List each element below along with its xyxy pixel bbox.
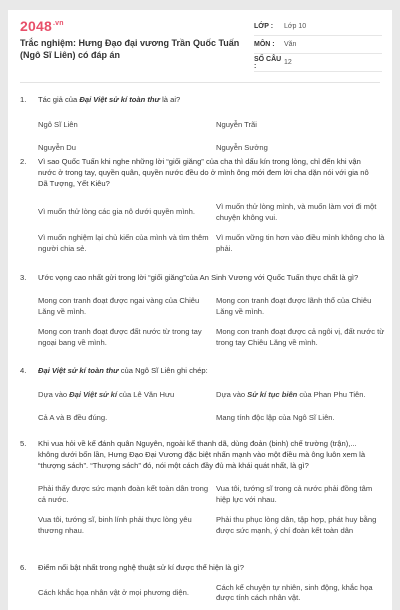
question-head — [20, 94, 376, 105]
option-text: Dựa vào — [38, 390, 68, 400]
question-4 — [20, 365, 376, 430]
options-grid — [38, 384, 376, 430]
meta-key: LỚP : — [254, 23, 274, 30]
document-page — [8, 10, 392, 610]
meta-row-class — [254, 18, 382, 36]
option-text: của Lê Văn Hưu — [118, 390, 175, 400]
question-text: Khi vua hỏi về kế đánh quân Nguyên, ngoài kế thanh dã, dùng đoản (binh) chế trường (trận),... không dưới bốn lần, Hưng Đạo Đại Vương đặc biệt nhấn mạnh vào một điều mà ông luôn xem là “thượng sách”. “Thượng sách” đó, nói một cách đầy đủ mà khái quát nhất, là gì? — [38, 439, 366, 470]
meta-table — [254, 18, 382, 72]
header-divider — [20, 82, 380, 83]
question-text: Vì sao Quốc Tuấn khi nghe những lời “giối giăng” của cha thì dấu kín trong lòng, chỉ đến khi vận nước ở trong tay, quyền quân, quyền nước đều do ở mình ông mới đem lời cha dặn nói với gia nô Dã Tượng, Yết Kiêu? — [38, 157, 369, 188]
question-3 — [20, 272, 385, 353]
question-head — [20, 562, 376, 573]
option-text: của Phan Phu Tiên. — [299, 390, 366, 400]
meta-value: Lớp 10 — [284, 23, 307, 30]
meta-value: 12 — [284, 59, 292, 66]
question-head — [20, 438, 376, 471]
logo-suffix: .vn — [52, 20, 64, 28]
question-5 — [20, 438, 376, 541]
option-c[interactable] — [38, 407, 210, 430]
option-d[interactable]: Vì muốn vững tin hơn vào điều mình không cho là phải. — [216, 233, 385, 253]
question-number: 1. — [20, 95, 27, 104]
question-text-em: Đại Việt sử kí toàn thư — [38, 366, 119, 375]
option-text: Mang tính độc lập của Ngô Sĩ Liên. — [216, 413, 335, 423]
question-text: Điểm nổi bật nhất trong nghệ thuật sử kí được thể hiện là gì? — [38, 563, 244, 572]
option-text: Cả A và B đều đúng. — [38, 413, 108, 423]
option-text-em: Sử kí tục biên — [247, 390, 298, 400]
question-number: 2. — [20, 157, 27, 166]
option-a[interactable]: Mong con tranh đoạt được ngai vàng của Chiêu Lăng về mình. — [38, 296, 200, 316]
question-text-post: là ai? — [159, 95, 181, 104]
question-text-post: của Ngô Sĩ Liên ghi chép: — [118, 366, 208, 375]
option-a[interactable]: Cách khắc họa nhân vật ở mọi phương diện. — [38, 587, 189, 597]
question-6 — [20, 562, 376, 605]
option-a[interactable]: Ngô Sĩ Liên — [38, 120, 78, 130]
options-grid — [38, 197, 385, 259]
question-number: 3. — [20, 273, 27, 282]
option-text-em: Đại Việt sử kí — [69, 390, 117, 400]
option-c[interactable]: Vì muốn nghiệm lại chủ kiến của mình và tìm thêm người chia sẻ. — [38, 233, 209, 253]
page-title: Trắc nghiệm: Hưng Đạo đại vương Trần Quốc Tuấn (Ngô Sĩ Liên) có đáp án — [20, 38, 240, 60]
meta-value: Văn — [284, 41, 297, 48]
options-grid — [38, 114, 376, 160]
question-text — [38, 365, 376, 376]
site-logo[interactable] — [20, 18, 64, 34]
option-c[interactable]: Vua tôi, tướng sĩ, binh lính phải thực lòng yêu thương nhau. — [38, 515, 192, 535]
question-text-em: Đại Việt sử kí toàn thư — [79, 95, 160, 104]
question-number: 5. — [20, 439, 27, 448]
meta-row-subject — [254, 36, 382, 54]
option-a[interactable]: Vì muốn thử lòng các gia nô dưới quyền mình. — [38, 207, 195, 217]
question-2 — [20, 156, 385, 259]
question-1 — [20, 94, 376, 160]
option-b[interactable]: Vua tôi, tướng sĩ trong cả nước phải đồng tâm hiệp lực với nhau. — [216, 484, 373, 504]
question-text: Ước vọng cao nhất gửi trong lời “giối giăng”của An Sinh Vương với Quốc Tuấn thực chất là gì? — [38, 273, 359, 282]
meta-key: MÔN : — [254, 41, 275, 48]
question-head — [20, 156, 376, 189]
option-b[interactable]: Cách kể chuyện tự nhiên, sinh động, khắc họa được tính cách nhân vật. — [216, 582, 373, 602]
option-c[interactable]: Nguyễn Du — [38, 143, 76, 153]
options-grid — [38, 479, 376, 541]
option-b[interactable]: Nguyễn Trãi — [216, 120, 257, 130]
options-grid — [38, 291, 385, 353]
option-a[interactable] — [38, 384, 210, 407]
logo-text: 2048 — [20, 18, 52, 34]
page-header — [8, 10, 392, 80]
option-d[interactable] — [216, 407, 388, 430]
option-d[interactable]: Nguyễn Sưởng — [216, 143, 268, 153]
question-number: 6. — [20, 563, 27, 572]
question-head — [20, 365, 376, 376]
meta-row-count — [254, 54, 382, 72]
options-grid — [38, 581, 376, 605]
option-b[interactable]: Vì muốn thử lòng mình, và muốn làm vơi đi một chuyện không vui. — [216, 202, 377, 222]
question-text — [38, 94, 376, 105]
option-d[interactable]: Mong con tranh đoạt được cả ngôi vị, đất nước từ trong tay Chiêu Lăng về mình. — [216, 327, 385, 347]
option-c[interactable]: Mong con tranh đoạt được đất nước từ trong tay ngoại bang về mình. — [38, 327, 202, 347]
meta-key: SỐ CÂU : — [254, 55, 282, 70]
option-b[interactable] — [216, 384, 388, 407]
option-d[interactable]: Phải thu phục lòng dân, tập hợp, phát huy bằng được sức mạnh, ý chí đoàn kết toàn dân — [216, 515, 377, 535]
option-b[interactable]: Mong con tranh đoạt được lãnh thổ của Chiêu Lăng về mình. — [216, 296, 372, 316]
question-number: 4. — [20, 366, 27, 375]
question-head — [20, 272, 376, 283]
option-text: Dựa vào — [216, 390, 246, 400]
question-text-pre: Tác giả của — [38, 95, 80, 104]
option-a[interactable]: Phải thấy được sức mạnh đoàn kết toàn dân trong cả nước. — [38, 484, 209, 504]
